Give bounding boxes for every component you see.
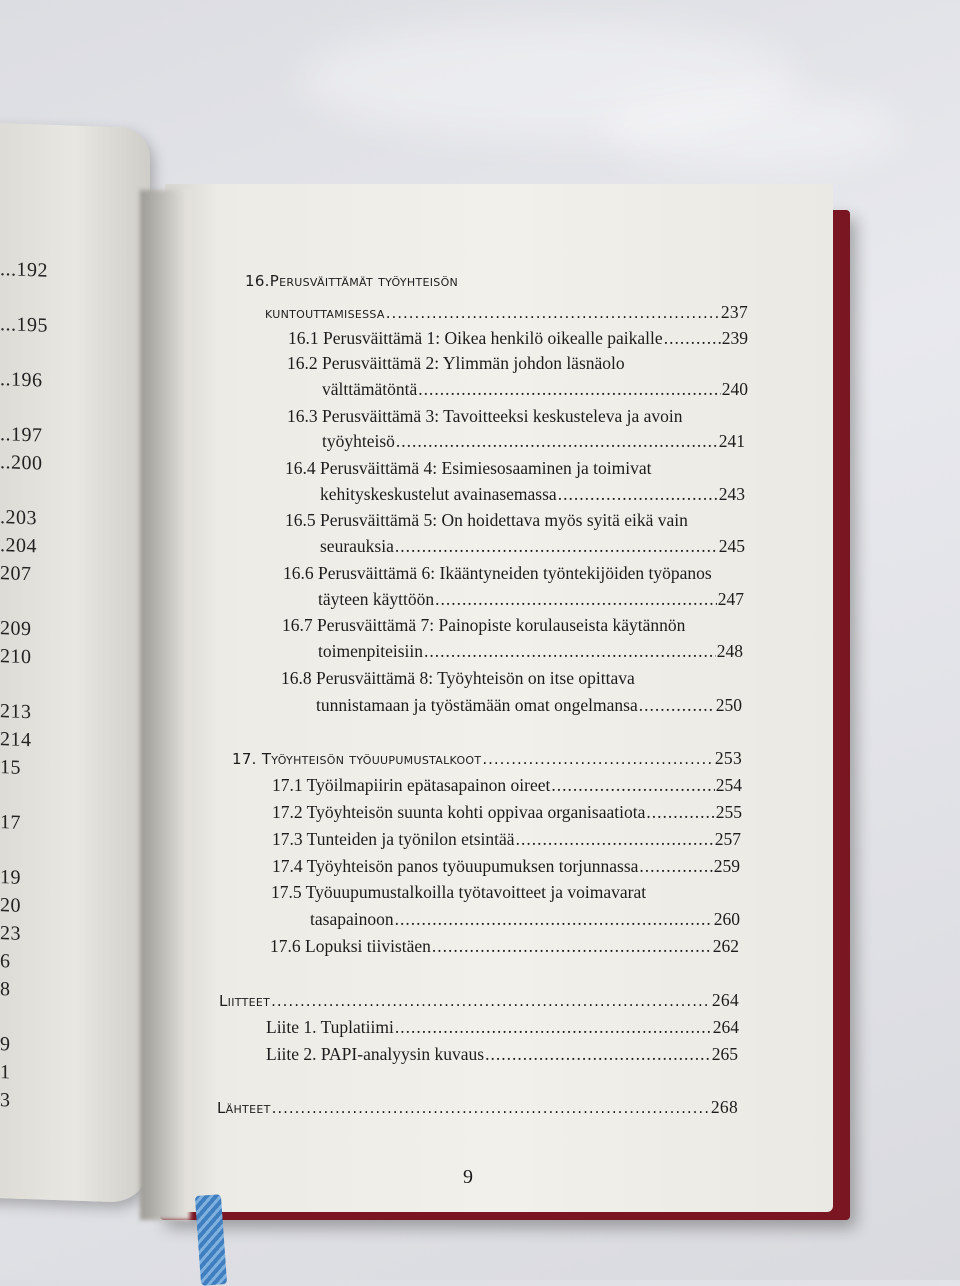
toc-entry: 17.6 Lopuksi tiivistäen ..... 262 (270, 936, 739, 957)
left-page-number: 207 (0, 562, 32, 586)
toc-entry: 16.7 Perusväittämä 7: Painopiste korulauseista käytännön (282, 615, 686, 635)
toc-chapter-title: 17. Työyhteisön työuupumustalkoot ..... 253 (232, 748, 742, 769)
left-page-number: 6 (0, 950, 11, 973)
toc-chapter-title: Lähteet ..... 268 (217, 1097, 738, 1118)
left-page-number: 213 (0, 700, 32, 724)
toc-entry: työyhteisö ..... 241 (322, 431, 745, 452)
toc-chapter-title: 16.Perusväittämät työyhteisön (245, 272, 459, 290)
toc-entry: 17.1 Työilmapiirin epätasapainon oireet ..... 254 (272, 775, 742, 796)
toc-entry: täyteen käyttöön ..... 247 (318, 589, 744, 610)
toc-entry: seurauksia ..... 245 (320, 536, 745, 557)
toc-entry: kuntouttamisessa ..... 237 (265, 302, 748, 323)
toc-entry: tasapainoon ..... 260 (310, 909, 740, 930)
toc-entry: 17.4 Työyhteisön panos työuupumuksen torjunnassa ..... 259 (272, 856, 740, 877)
left-page-number: 210 (0, 645, 32, 669)
page-number: 9 (463, 1166, 473, 1188)
left-page-number: 9 (0, 1033, 11, 1056)
left-page-number: ..196 (0, 368, 43, 392)
left-page-number: ...192 (0, 258, 48, 282)
toc-entry: 16.4 Perusväittämä 4: Esimiesosaaminen ja toimivat (285, 458, 652, 478)
left-page-number: 1 (0, 1061, 11, 1084)
toc-entry: 17.2 Työyhteisön suunta kohti oppivaa organisaatiota ..... 255 (272, 802, 742, 823)
left-page-number: ..197 (0, 423, 43, 447)
left-page-number: ...195 (0, 313, 48, 337)
left-page-number: 8 (0, 978, 11, 1001)
toc-chapter-title: Liitteet ..... 264 (219, 990, 739, 1011)
left-page-number: 214 (0, 728, 32, 752)
toc-entry: 16.3 Perusväittämä 3: Tavoitteeksi keskusteleva ja avoin (287, 406, 683, 426)
toc-entry: Liite 1. Tuplatiimi ..... 264 (266, 1017, 739, 1038)
left-page-number: .203 (0, 506, 37, 530)
toc-entry: Liite 2. PAPI-analyysin kuvaus ..... 265 (266, 1044, 738, 1065)
toc-entry: kehityskeskustelut avainasemassa ..... 243 (320, 484, 745, 505)
toc-entry: 16.8 Perusväittämä 8: Työyhteisön on itse opittava (281, 668, 635, 688)
left-page-number: ..200 (0, 451, 43, 475)
left-page-number: 17 (0, 811, 21, 834)
left-page-number: 209 (0, 617, 32, 641)
toc-entry: 17.3 Tunteiden ja työnilon etsintää ..... 257 (272, 829, 741, 850)
toc-entry: välttämätöntä ..... 240 (322, 379, 748, 400)
toc-entry: 16.6 Perusväittämä 6: Ikääntyneiden työntekijöiden työpanos (283, 563, 712, 583)
toc-entry: 16.2 Perusväittämä 2: Ylimmän johdon läsnäolo (287, 353, 625, 373)
left-page-number: 23 (0, 922, 21, 945)
toc-entry: 16.5 Perusväittämä 5: On hoidettava myös syitä eikä vain (285, 510, 688, 530)
toc-entry: 17.5 Työuupumustalkoilla työtavoitteet ja voimavarat (271, 882, 647, 902)
left-page-number: .204 (0, 534, 37, 558)
toc-entry: tunnistamaan ja työstämään omat ongelmansa ..... 250 (316, 695, 742, 716)
toc-entry: 16.1 Perusväittämä 1: Oikea henkilö oikealle paikalle ..... 239 (288, 328, 748, 349)
toc-entry: toimenpiteisiin ..... 248 (318, 641, 743, 662)
left-page-number: 15 (0, 756, 21, 779)
left-page-number: 19 (0, 866, 21, 889)
left-page-number: 20 (0, 894, 21, 917)
left-page-number: 3 (0, 1089, 11, 1112)
